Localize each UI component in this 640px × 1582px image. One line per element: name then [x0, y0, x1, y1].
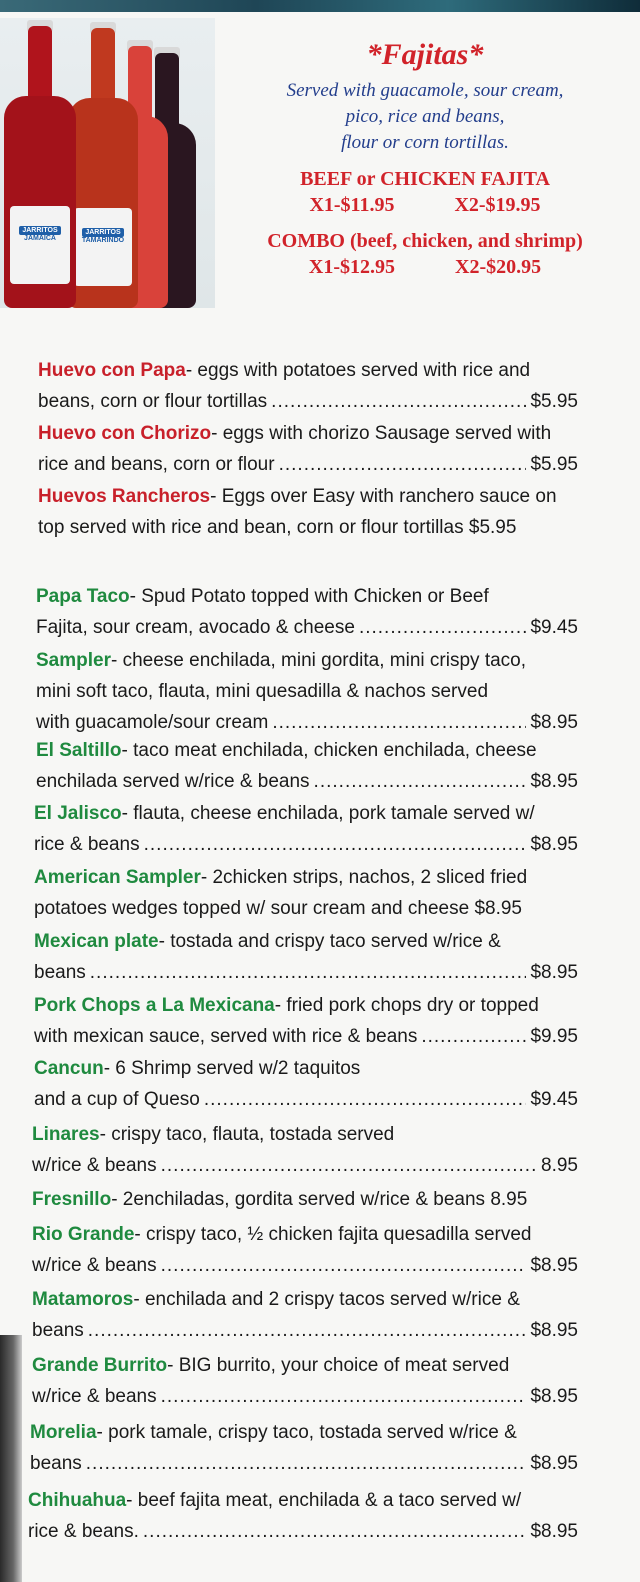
menu-item: Grande Burrito- BIG burrito, your choice of meat served w/rice & beans ..... $8.95 [32, 1350, 578, 1412]
menu-item: Sampler- cheese enchilada, mini gordita, mini crispy taco, mini soft taco, flauta, mini quesadilla & nachos served with guacamole/sour cream ..... $8.95 [36, 645, 578, 738]
menu-item: Huevo con Chorizo- eggs with chorizo Sausage served with rice and beans, corn or flour ..... $5.95 [38, 418, 578, 480]
top-border [0, 0, 640, 12]
menu-item: Papa Taco- Spud Potato topped with Chicken or Beef Fajita, sour cream, avocado & cheese ..... $9.45 [36, 581, 578, 643]
menu-item: American Sampler- 2chicken strips, nachos, 2 sliced fried potatoes wedges topped w/ sour cream and cheese $8.95 [34, 867, 528, 919]
page-edge-shadow [0, 1335, 22, 1582]
menu-item: Fresnillo- 2enchiladas, gordita served w/rice & beans 8.95 [32, 1189, 528, 1210]
menu-item: Huevo con Papa- eggs with potatoes served with rice and beans, corn or flour tortillas ..... $5.95 [38, 355, 578, 417]
menu-item: Chihuahua- beef fajita meat, enchilada & a taco served w/ rice & beans. ..... $8.95 [28, 1485, 578, 1547]
menu-item: Linares- crispy taco, flauta, tostada served w/rice & beans ..... 8.95 [32, 1119, 578, 1181]
fajitas-title: *Fajitas* [366, 38, 484, 71]
menu-item: El Jalisco- flauta, cheese enchilada, pork tamale served w/ rice & beans ..... $8.95 [34, 798, 578, 860]
bottle-label: JARRITOS JAMAICA [10, 206, 70, 284]
fajita-option-combo: COMBO (beef, chicken, and shrimp) [267, 230, 583, 252]
bottle-jamaica [4, 26, 76, 308]
menu-item: Pork Chops a La Mexicana- fried pork chops dry or topped with mexican sauce, served with rice & beans ..... $9.95 [34, 990, 578, 1052]
menu-item: El Saltillo- taco meat enchilada, chicken enchilada, cheese enchilada served w/rice & beans ..... $8.95 [36, 735, 578, 797]
menu-item: Matamoros- enchilada and 2 crispy tacos served w/rice & beans ..... $8.95 [32, 1284, 578, 1346]
fajitas-section [220, 38, 630, 280]
menu-item: Mexican plate- tostada and crispy taco served w/rice & beans ..... $8.95 [34, 926, 578, 988]
menu-item: Cancun- 6 Shrimp served w/2 taquitos and a cup of Queso ..... $9.45 [34, 1053, 578, 1115]
menu-item: Rio Grande- crispy taco, ½ chicken fajita quesadilla served w/rice & beans ..... $8.95 [32, 1219, 578, 1281]
menu-item: Morelia- pork tamale, crispy taco, tostada served w/rice & beans ..... $8.95 [30, 1417, 578, 1479]
fajita-option-beef-chicken-prices: X1-$11.95 X2-$19.95 [309, 194, 541, 216]
bottle-tamarindo [68, 28, 138, 308]
bottle-label: JARRITOS TAMARINDO [74, 208, 132, 286]
jarritos-photo [0, 18, 215, 308]
fajita-option-beef-chicken: BEEF or CHICKEN FAJITA [300, 168, 550, 190]
fajitas-desc: Served with guacamole, sour cream, pico, rice and beans, flour or corn tortillas. [286, 80, 564, 153]
menu-item: Huevos Rancheros- Eggs over Easy with ranchero sauce on top served with rice and bean, corn or flour tortillas $5.95 [38, 486, 557, 538]
fajita-option-combo-prices: X1-$12.95 X2-$20.95 [308, 256, 542, 278]
